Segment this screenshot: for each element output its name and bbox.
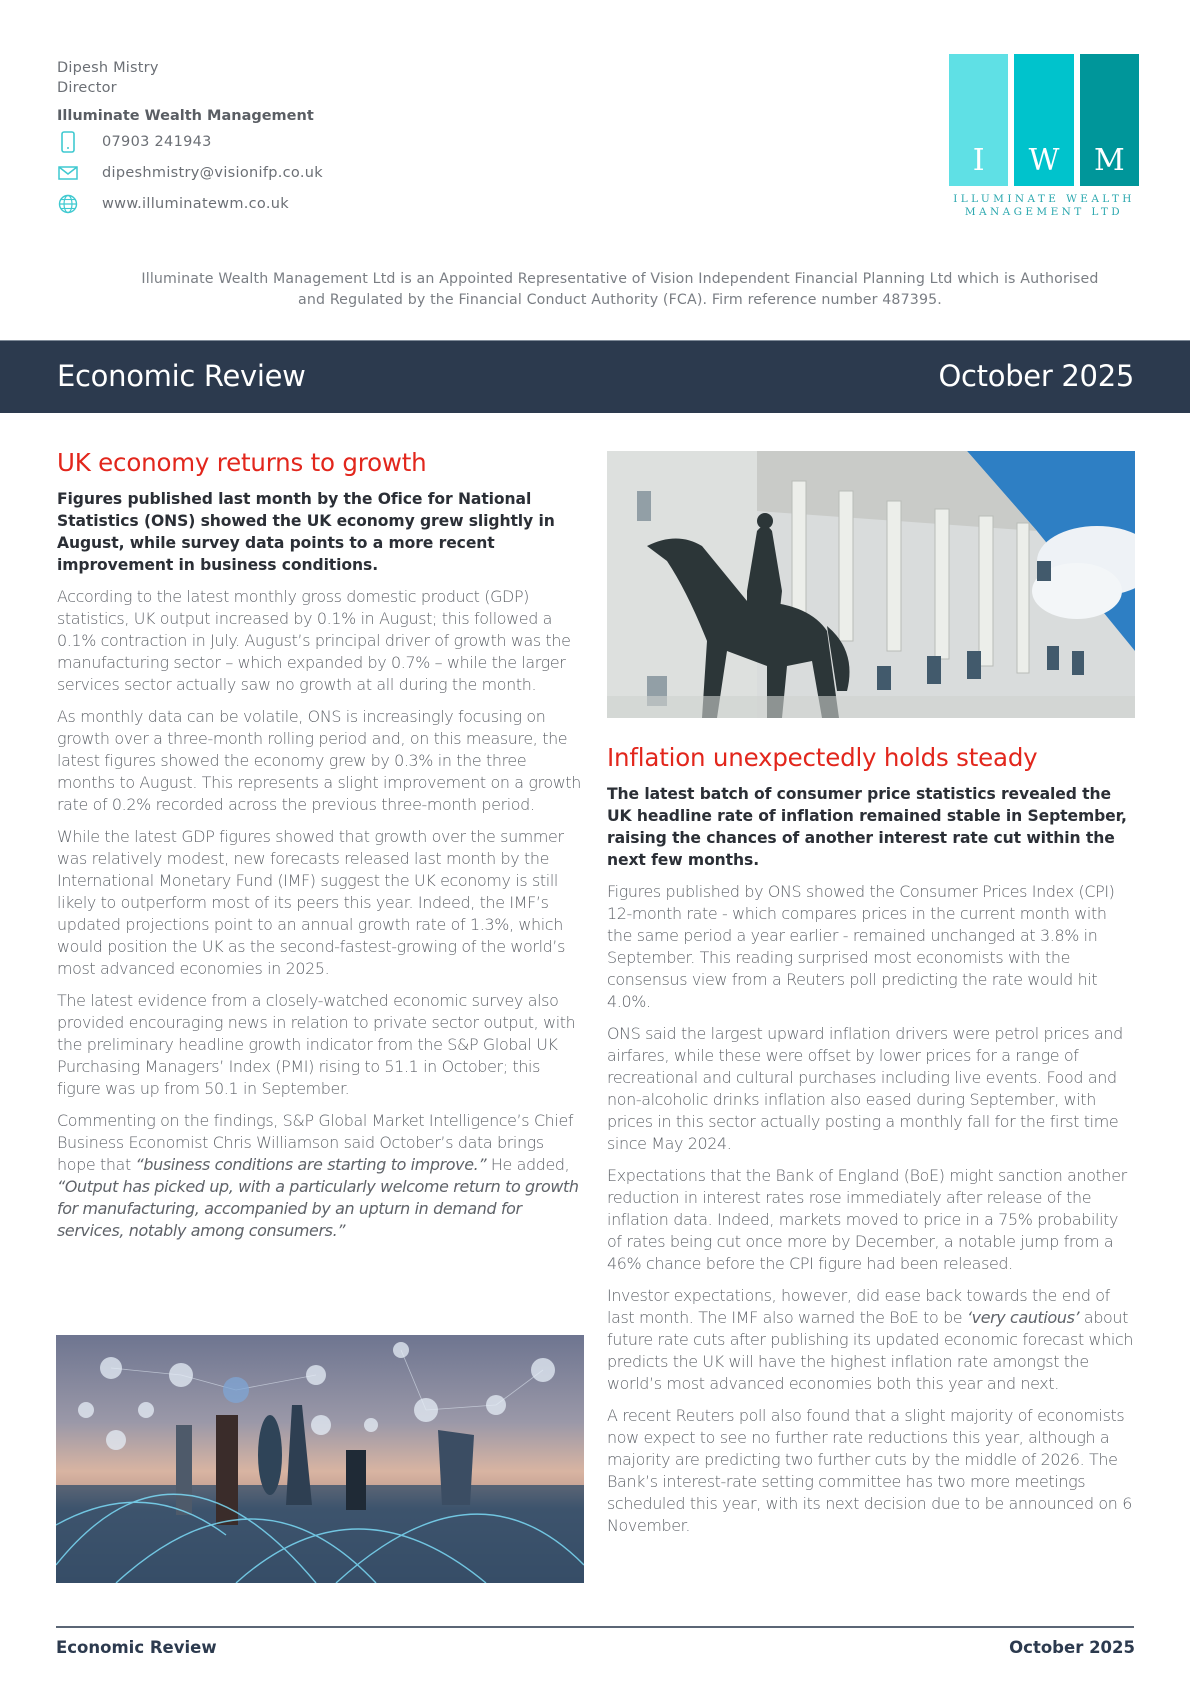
contact-role: Director (57, 80, 117, 96)
contact-name: Dipesh Mistry (57, 60, 159, 76)
contact-email (57, 157, 323, 188)
city-network-photo (56, 1335, 584, 1583)
contact-website (57, 188, 323, 219)
quote: “Output has picked up, with a particularly welcome return to growth for manufacturing, accompanied by an upturn in demand for services, notably among consumers.” (57, 1177, 579, 1240)
article-uk-growth (57, 448, 582, 1252)
article-paragraph: ONS said the largest upward inflation drivers were petrol prices and airfares, while these were offset by lower prices for a range of recreational and cultural purchases including live events. Food and non-alcoholic drinks inflation also eased during September, with prices in this sector actually posting a monthly fall for the first time since May 2024. (607, 1024, 1123, 1153)
website-link[interactable]: www.illuminatewm.co.uk (102, 195, 289, 212)
article-paragraph (607, 1285, 1135, 1395)
phone-icon (57, 131, 79, 153)
contact-block (57, 58, 323, 219)
footer-date: October 2025 (1009, 1638, 1135, 1657)
bank-of-england-photo (607, 451, 1135, 718)
footer-divider (56, 1626, 1134, 1628)
email-link[interactable]: dipeshmistry@visionifp.co.uk (102, 164, 323, 181)
article-paragraph: The latest evidence from a closely-watched economic survey also provided encouraging news in relation to private sector output, with the preliminary headline growth indicator from the S&P Global UK Purchasing Managers’ Index (PMI) rising to 51.1 in October; this figure was up from 50.1 in September. (57, 991, 576, 1098)
footer-title: Economic Review (56, 1638, 217, 1657)
article-paragraph: According to the latest monthly gross domestic product (GDP) statistics, UK output increased by 0.1% in August; this followed a 0.1% contraction in July. August’s principal driver of growth was the manufacturing sector – which expanded by 0.7% – while the larger services sector actually saw no growth at all during the month. (57, 587, 571, 694)
text-run: He added, (486, 1155, 570, 1174)
article-paragraph: While the latest GDP figures showed that growth over the summer was relatively modest, new forecasts released last month by the International Monetary Fund (IMF) suggest the UK economy is still likely to outperform most of its peers this year. Indeed, the IMF’s updated projections point to an annual growth rate of 1.3%, which would position the UK as the second-fastest-growing of the world’s most advanced economies in 2025. (57, 827, 566, 978)
article-lede: Figures published last month by the Ofice for National Statistics (ONS) showed the UK economy grew slightly in August, while survey data points to a more recent improvement in business conditions. (57, 490, 555, 574)
regulatory-disclaimer (70, 269, 1170, 311)
article-heading: UK economy returns to growth (57, 448, 427, 477)
article-paragraph: A recent Reuters poll also found that a slight majority of economists now expect to see no further rate reductions this year, although a majority are predicting two further cuts by the middle of 2026. The Bank’s interest-rate setting committee has two more meetings scheduled this year, with its next decision due to be announced on 6 November. (607, 1406, 1132, 1535)
article-paragraph: Figures published by ONS showed the Consumer Prices Index (CPI) 12-month rate - which compares prices in the current month with the same period a year earlier - remained unchanged at 3.8% in September. This reading surprised most economists with the consensus view from a Reuters poll predicting the rate would hit 4.0%. (607, 882, 1115, 1011)
disclaimer-line1: Illuminate Wealth Management Ltd is an Appointed Representative of Vision Independent Financial Planning Ltd which is Authorised (141, 271, 1099, 287)
text-run: about future rate cuts after publishing its updated economic forecast which predicts the UK will have the highest inflation rate amongst the world’s most advanced economies both this year and next. (607, 1308, 1134, 1393)
quote: ‘very cautious’ (966, 1308, 1080, 1327)
banner-date: October 2025 (938, 359, 1134, 393)
article-paragraph (57, 1110, 582, 1242)
logo-tagline (949, 193, 1139, 219)
banner-title: Economic Review (57, 359, 306, 393)
text-run: Investor expectations, however, did ease back towards the end of last month. The IMF also warned the BoE to be (607, 1286, 1110, 1327)
mail-icon (57, 162, 79, 184)
contact-firm: Illuminate Wealth Management (57, 108, 314, 124)
article-lede: The latest batch of consumer price statistics revealed the UK headline rate of inflation remained stable in September, raising the chances of another interest rate cut within the next few months. (607, 785, 1127, 869)
contact-phone (57, 126, 323, 157)
title-banner (0, 340, 1190, 413)
article-heading: Inflation unexpectedly holds steady (607, 743, 1038, 772)
disclaimer-line2: and Regulated by the Financial Conduct Authority (FCA). Firm reference number 487395. (298, 292, 942, 308)
company-logo (949, 54, 1139, 219)
quote: “business conditions are starting to improve.” (135, 1155, 487, 1174)
article-paragraph: Expectations that the Bank of England (BoE) might sanction another reduction in interest rates rose immediately after release of the inflation data. Indeed, markets moved to price in a 75% probability of rates being cut once more by December, a notable jump from a 46% chance before the CPI figure had been released. (607, 1166, 1127, 1273)
text-run: Commenting on the findings, S&P Global Market Intelligence’s Chief Business Economist Chris Williamson said October’s data brings hope that (57, 1111, 574, 1174)
logo-letter-w: W (1014, 54, 1073, 186)
globe-icon (57, 193, 79, 215)
phone-number[interactable]: 07903 241943 (102, 133, 212, 150)
article-paragraph: As monthly data can be volatile, ONS is increasingly focusing on growth over a three-month rolling period and, on this measure, the latest figures showed the economy grew by 0.3% in the three months to August. This represents a slight improvement on a growth rate of 0.2% recorded across the previous three-month period. (57, 707, 582, 814)
article-inflation (607, 743, 1135, 1547)
logo-bars (949, 54, 1139, 186)
logo-tagline-line2: MANAGEMENT LTD (964, 206, 1124, 218)
logo-tagline-line1: ILLUMINATE WEALTH (953, 193, 1135, 205)
logo-letter-i: I (949, 54, 1008, 186)
logo-letter-m: M (1080, 54, 1139, 186)
